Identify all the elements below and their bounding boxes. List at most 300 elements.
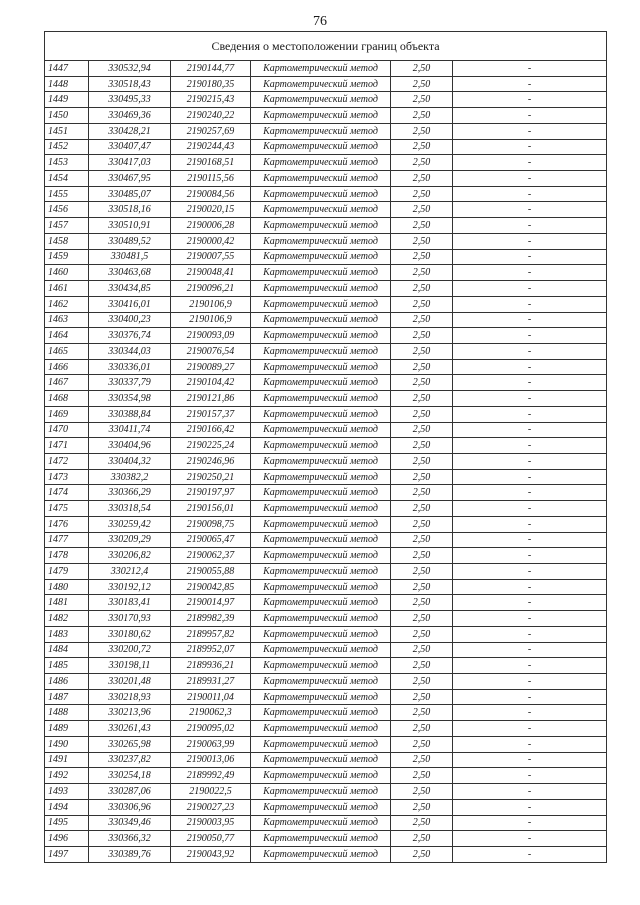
method-cell: Картометрический метод (251, 784, 391, 800)
method-cell: Картометрический метод (251, 186, 391, 202)
point-number-cell: 1474 (45, 485, 89, 501)
table-row (45, 328, 607, 344)
accuracy-cell: 2,50 (391, 564, 453, 580)
point-number-cell: 1486 (45, 674, 89, 690)
x-coordinate-cell: 330389,76 (89, 846, 171, 862)
x-coordinate-cell: 330170,93 (89, 611, 171, 627)
accuracy-cell: 2,50 (391, 689, 453, 705)
accuracy-cell: 2,50 (391, 721, 453, 737)
table-row (45, 391, 607, 407)
y-coordinate-cell: 2189992,49 (171, 768, 251, 784)
accuracy-cell: 2,50 (391, 92, 453, 108)
description-cell: - (453, 391, 607, 407)
x-coordinate-cell: 330254,18 (89, 768, 171, 784)
x-coordinate-cell: 330218,93 (89, 689, 171, 705)
y-coordinate-cell: 2190042,85 (171, 579, 251, 595)
x-coordinate-cell: 330428,21 (89, 123, 171, 139)
accuracy-cell: 2,50 (391, 469, 453, 485)
accuracy-cell: 2,50 (391, 485, 453, 501)
description-cell: - (453, 218, 607, 234)
y-coordinate-cell: 2189952,07 (171, 642, 251, 658)
table-row (45, 768, 607, 784)
method-cell: Картометрический метод (251, 831, 391, 847)
point-number-cell: 1473 (45, 469, 89, 485)
x-coordinate-cell: 330213,96 (89, 705, 171, 721)
description-cell: - (453, 705, 607, 721)
x-coordinate-cell: 330265,98 (89, 736, 171, 752)
accuracy-cell: 2,50 (391, 76, 453, 92)
method-cell: Картометрический метод (251, 516, 391, 532)
x-coordinate-cell: 330237,82 (89, 752, 171, 768)
x-coordinate-cell: 330200,72 (89, 642, 171, 658)
point-number-cell: 1464 (45, 328, 89, 344)
accuracy-cell: 2,50 (391, 328, 453, 344)
method-cell: Картометрический метод (251, 815, 391, 831)
y-coordinate-cell: 2190156,01 (171, 501, 251, 517)
y-coordinate-cell: 2190095,02 (171, 721, 251, 737)
point-number-cell: 1483 (45, 626, 89, 642)
point-number-cell: 1460 (45, 265, 89, 281)
method-cell: Картометрический метод (251, 218, 391, 234)
y-coordinate-cell: 2190022,5 (171, 784, 251, 800)
description-cell: - (453, 359, 607, 375)
accuracy-cell: 2,50 (391, 218, 453, 234)
method-cell: Картометрический метод (251, 233, 391, 249)
table-row (45, 721, 607, 737)
method-cell: Картометрический метод (251, 312, 391, 328)
y-coordinate-cell: 2190014,97 (171, 595, 251, 611)
description-cell: - (453, 501, 607, 517)
accuracy-cell: 2,50 (391, 705, 453, 721)
description-cell: - (453, 375, 607, 391)
y-coordinate-cell: 2190166,42 (171, 422, 251, 438)
description-cell: - (453, 595, 607, 611)
accuracy-cell: 2,50 (391, 516, 453, 532)
table-row (45, 359, 607, 375)
accuracy-cell: 2,50 (391, 736, 453, 752)
description-cell: - (453, 139, 607, 155)
point-number-cell: 1454 (45, 171, 89, 187)
accuracy-cell: 2,50 (391, 422, 453, 438)
point-number-cell: 1447 (45, 61, 89, 77)
description-cell: - (453, 658, 607, 674)
x-coordinate-cell: 330481,5 (89, 249, 171, 265)
table-row (45, 626, 607, 642)
y-coordinate-cell: 2189982,39 (171, 611, 251, 627)
method-cell: Картометрический метод (251, 736, 391, 752)
y-coordinate-cell: 2190050,77 (171, 831, 251, 847)
method-cell: Картометрический метод (251, 501, 391, 517)
accuracy-cell: 2,50 (391, 846, 453, 862)
table-row (45, 438, 607, 454)
y-coordinate-cell: 2190076,54 (171, 343, 251, 359)
method-cell: Картометрический метод (251, 548, 391, 564)
method-cell: Картометрический метод (251, 265, 391, 281)
table-row (45, 108, 607, 124)
point-number-cell: 1466 (45, 359, 89, 375)
y-coordinate-cell: 2190027,23 (171, 799, 251, 815)
description-cell: - (453, 312, 607, 328)
table-row (45, 485, 607, 501)
accuracy-cell: 2,50 (391, 658, 453, 674)
y-coordinate-cell: 2190106,9 (171, 312, 251, 328)
accuracy-cell: 2,50 (391, 501, 453, 517)
accuracy-cell: 2,50 (391, 768, 453, 784)
description-cell: - (453, 171, 607, 187)
x-coordinate-cell: 330354,98 (89, 391, 171, 407)
description-cell: - (453, 202, 607, 218)
y-coordinate-cell: 2190240,22 (171, 108, 251, 124)
y-coordinate-cell: 2190096,21 (171, 281, 251, 297)
point-number-cell: 1497 (45, 846, 89, 862)
method-cell: Картометрический метод (251, 564, 391, 580)
table-row (45, 61, 607, 77)
method-cell: Картометрический метод (251, 249, 391, 265)
x-coordinate-cell: 330183,41 (89, 595, 171, 611)
point-number-cell: 1495 (45, 815, 89, 831)
description-cell: - (453, 736, 607, 752)
x-coordinate-cell: 330366,32 (89, 831, 171, 847)
y-coordinate-cell: 2190157,37 (171, 406, 251, 422)
y-coordinate-cell: 2190089,27 (171, 359, 251, 375)
table-row (45, 233, 607, 249)
point-number-cell: 1482 (45, 611, 89, 627)
table-row (45, 831, 607, 847)
y-coordinate-cell: 2190055,88 (171, 564, 251, 580)
description-cell: - (453, 689, 607, 705)
description-cell: - (453, 831, 607, 847)
description-cell: - (453, 453, 607, 469)
method-cell: Картометрический метод (251, 375, 391, 391)
y-coordinate-cell: 2190197,97 (171, 485, 251, 501)
boundary-table (44, 31, 607, 863)
accuracy-cell: 2,50 (391, 343, 453, 359)
point-number-cell: 1452 (45, 139, 89, 155)
y-coordinate-cell: 2190104,42 (171, 375, 251, 391)
point-number-cell: 1450 (45, 108, 89, 124)
table-row (45, 548, 607, 564)
table-row (45, 611, 607, 627)
y-coordinate-cell: 2190180,35 (171, 76, 251, 92)
x-coordinate-cell: 330400,23 (89, 312, 171, 328)
table-row (45, 705, 607, 721)
y-coordinate-cell: 2190011,04 (171, 689, 251, 705)
accuracy-cell: 2,50 (391, 108, 453, 124)
method-cell: Картометрический метод (251, 406, 391, 422)
accuracy-cell: 2,50 (391, 186, 453, 202)
table-row (45, 249, 607, 265)
description-cell: - (453, 721, 607, 737)
table-row (45, 186, 607, 202)
x-coordinate-cell: 330306,96 (89, 799, 171, 815)
description-cell: - (453, 642, 607, 658)
x-coordinate-cell: 330259,42 (89, 516, 171, 532)
method-cell: Картометрический метод (251, 296, 391, 312)
description-cell: - (453, 846, 607, 862)
table-row (45, 579, 607, 595)
description-cell: - (453, 249, 607, 265)
x-coordinate-cell: 330349,46 (89, 815, 171, 831)
accuracy-cell: 2,50 (391, 249, 453, 265)
y-coordinate-cell: 2190065,47 (171, 532, 251, 548)
y-coordinate-cell: 2190250,21 (171, 469, 251, 485)
method-cell: Картометрический метод (251, 799, 391, 815)
x-coordinate-cell: 330366,29 (89, 485, 171, 501)
method-cell: Картометрический метод (251, 139, 391, 155)
y-coordinate-cell: 2190121,86 (171, 391, 251, 407)
x-coordinate-cell: 330469,36 (89, 108, 171, 124)
table-row (45, 658, 607, 674)
x-coordinate-cell: 330417,03 (89, 155, 171, 171)
description-cell: - (453, 265, 607, 281)
method-cell: Картометрический метод (251, 76, 391, 92)
y-coordinate-cell: 2190003,95 (171, 815, 251, 831)
y-coordinate-cell: 2190000,42 (171, 233, 251, 249)
y-coordinate-cell: 2190013,06 (171, 752, 251, 768)
description-cell: - (453, 752, 607, 768)
point-number-cell: 1476 (45, 516, 89, 532)
description-cell: - (453, 485, 607, 501)
table-row (45, 265, 607, 281)
point-number-cell: 1488 (45, 705, 89, 721)
accuracy-cell: 2,50 (391, 233, 453, 249)
y-coordinate-cell: 2190048,41 (171, 265, 251, 281)
table-row (45, 281, 607, 297)
point-number-cell: 1470 (45, 422, 89, 438)
point-number-cell: 1480 (45, 579, 89, 595)
y-coordinate-cell: 2190244,43 (171, 139, 251, 155)
point-number-cell: 1467 (45, 375, 89, 391)
method-cell: Картометрический метод (251, 768, 391, 784)
method-cell: Картометрический метод (251, 674, 391, 690)
table-title: Сведения о местоположении границ объекта (45, 32, 607, 61)
table-row (45, 689, 607, 705)
method-cell: Картометрический метод (251, 469, 391, 485)
x-coordinate-cell: 330495,33 (89, 92, 171, 108)
method-cell: Картометрический метод (251, 626, 391, 642)
description-cell: - (453, 92, 607, 108)
method-cell: Картометрический метод (251, 359, 391, 375)
method-cell: Картометрический метод (251, 92, 391, 108)
x-coordinate-cell: 330518,16 (89, 202, 171, 218)
description-cell: - (453, 579, 607, 595)
point-number-cell: 1471 (45, 438, 89, 454)
accuracy-cell: 2,50 (391, 642, 453, 658)
method-cell: Картометрический метод (251, 281, 391, 297)
accuracy-cell: 2,50 (391, 61, 453, 77)
accuracy-cell: 2,50 (391, 155, 453, 171)
table-title-row (45, 32, 607, 61)
table-row (45, 139, 607, 155)
table-row (45, 784, 607, 800)
x-coordinate-cell: 330404,32 (89, 453, 171, 469)
x-coordinate-cell: 330287,06 (89, 784, 171, 800)
accuracy-cell: 2,50 (391, 784, 453, 800)
point-number-cell: 1490 (45, 736, 89, 752)
y-coordinate-cell: 2190043,92 (171, 846, 251, 862)
x-coordinate-cell: 330510,91 (89, 218, 171, 234)
description-cell: - (453, 532, 607, 548)
x-coordinate-cell: 330404,96 (89, 438, 171, 454)
table-row (45, 501, 607, 517)
point-number-cell: 1458 (45, 233, 89, 249)
table-row (45, 642, 607, 658)
table-row (45, 375, 607, 391)
x-coordinate-cell: 330318,54 (89, 501, 171, 517)
table-row (45, 595, 607, 611)
point-number-cell: 1459 (45, 249, 89, 265)
accuracy-cell: 2,50 (391, 406, 453, 422)
table-row (45, 469, 607, 485)
y-coordinate-cell: 2189936,21 (171, 658, 251, 674)
x-coordinate-cell: 330376,74 (89, 328, 171, 344)
table-row (45, 752, 607, 768)
description-cell: - (453, 61, 607, 77)
x-coordinate-cell: 330261,43 (89, 721, 171, 737)
method-cell: Картометрический метод (251, 846, 391, 862)
y-coordinate-cell: 2190020,15 (171, 202, 251, 218)
x-coordinate-cell: 330485,07 (89, 186, 171, 202)
description-cell: - (453, 422, 607, 438)
description-cell: - (453, 281, 607, 297)
point-number-cell: 1462 (45, 296, 89, 312)
description-cell: - (453, 155, 607, 171)
y-coordinate-cell: 2189957,82 (171, 626, 251, 642)
table-row (45, 422, 607, 438)
table-row (45, 406, 607, 422)
x-coordinate-cell: 330434,85 (89, 281, 171, 297)
description-cell: - (453, 784, 607, 800)
method-cell: Картометрический метод (251, 705, 391, 721)
x-coordinate-cell: 330532,94 (89, 61, 171, 77)
table-body (45, 31, 607, 862)
description-cell: - (453, 564, 607, 580)
y-coordinate-cell: 2190062,3 (171, 705, 251, 721)
table-row (45, 171, 607, 187)
method-cell: Картометрический метод (251, 343, 391, 359)
accuracy-cell: 2,50 (391, 453, 453, 469)
x-coordinate-cell: 330198,11 (89, 658, 171, 674)
accuracy-cell: 2,50 (391, 595, 453, 611)
table-row (45, 218, 607, 234)
description-cell: - (453, 123, 607, 139)
table-row (45, 674, 607, 690)
point-number-cell: 1472 (45, 453, 89, 469)
description-cell: - (453, 296, 607, 312)
accuracy-cell: 2,50 (391, 438, 453, 454)
y-coordinate-cell: 2190062,37 (171, 548, 251, 564)
table-row (45, 312, 607, 328)
method-cell: Картометрический метод (251, 485, 391, 501)
point-number-cell: 1468 (45, 391, 89, 407)
accuracy-cell: 2,50 (391, 799, 453, 815)
accuracy-cell: 2,50 (391, 375, 453, 391)
method-cell: Картометрический метод (251, 171, 391, 187)
description-cell: - (453, 548, 607, 564)
description-cell: - (453, 469, 607, 485)
method-cell: Картометрический метод (251, 579, 391, 595)
description-cell: - (453, 343, 607, 359)
description-cell: - (453, 233, 607, 249)
accuracy-cell: 2,50 (391, 532, 453, 548)
x-coordinate-cell: 330382,2 (89, 469, 171, 485)
x-coordinate-cell: 330192,12 (89, 579, 171, 595)
point-number-cell: 1493 (45, 784, 89, 800)
accuracy-cell: 2,50 (391, 611, 453, 627)
method-cell: Картометрический метод (251, 611, 391, 627)
page-number: 76 (313, 14, 327, 29)
x-coordinate-cell: 330180,62 (89, 626, 171, 642)
point-number-cell: 1465 (45, 343, 89, 359)
description-cell: - (453, 76, 607, 92)
x-coordinate-cell: 330416,01 (89, 296, 171, 312)
point-number-cell: 1477 (45, 532, 89, 548)
method-cell: Картометрический метод (251, 61, 391, 77)
method-cell: Картометрический метод (251, 453, 391, 469)
table-row (45, 202, 607, 218)
y-coordinate-cell: 2190006,28 (171, 218, 251, 234)
description-cell: - (453, 108, 607, 124)
y-coordinate-cell: 2190257,69 (171, 123, 251, 139)
point-number-cell: 1449 (45, 92, 89, 108)
method-cell: Картометрический метод (251, 422, 391, 438)
method-cell: Картометрический метод (251, 155, 391, 171)
point-number-cell: 1448 (45, 76, 89, 92)
description-cell: - (453, 611, 607, 627)
y-coordinate-cell: 2190098,75 (171, 516, 251, 532)
x-coordinate-cell: 330467,95 (89, 171, 171, 187)
point-number-cell: 1481 (45, 595, 89, 611)
method-cell: Картометрический метод (251, 721, 391, 737)
y-coordinate-cell: 2190093,09 (171, 328, 251, 344)
x-coordinate-cell: 330463,68 (89, 265, 171, 281)
point-number-cell: 1484 (45, 642, 89, 658)
point-number-cell: 1478 (45, 548, 89, 564)
description-cell: - (453, 626, 607, 642)
point-number-cell: 1492 (45, 768, 89, 784)
table-row (45, 123, 607, 139)
method-cell: Картометрический метод (251, 202, 391, 218)
x-coordinate-cell: 330411,74 (89, 422, 171, 438)
point-number-cell: 1491 (45, 752, 89, 768)
method-cell: Картометрический метод (251, 328, 391, 344)
description-cell: - (453, 438, 607, 454)
table-row (45, 846, 607, 862)
description-cell: - (453, 768, 607, 784)
method-cell: Картометрический метод (251, 123, 391, 139)
accuracy-cell: 2,50 (391, 579, 453, 595)
point-number-cell: 1489 (45, 721, 89, 737)
y-coordinate-cell: 2190007,55 (171, 249, 251, 265)
table-row (45, 516, 607, 532)
accuracy-cell: 2,50 (391, 171, 453, 187)
method-cell: Картометрический метод (251, 752, 391, 768)
y-coordinate-cell: 2190084,56 (171, 186, 251, 202)
table-row (45, 736, 607, 752)
x-coordinate-cell: 330212,4 (89, 564, 171, 580)
description-cell: - (453, 516, 607, 532)
x-coordinate-cell: 330407,47 (89, 139, 171, 155)
point-number-cell: 1456 (45, 202, 89, 218)
table-row (45, 815, 607, 831)
description-cell: - (453, 674, 607, 690)
accuracy-cell: 2,50 (391, 815, 453, 831)
accuracy-cell: 2,50 (391, 359, 453, 375)
accuracy-cell: 2,50 (391, 281, 453, 297)
method-cell: Картометрический метод (251, 532, 391, 548)
point-number-cell: 1457 (45, 218, 89, 234)
x-coordinate-cell: 330336,01 (89, 359, 171, 375)
